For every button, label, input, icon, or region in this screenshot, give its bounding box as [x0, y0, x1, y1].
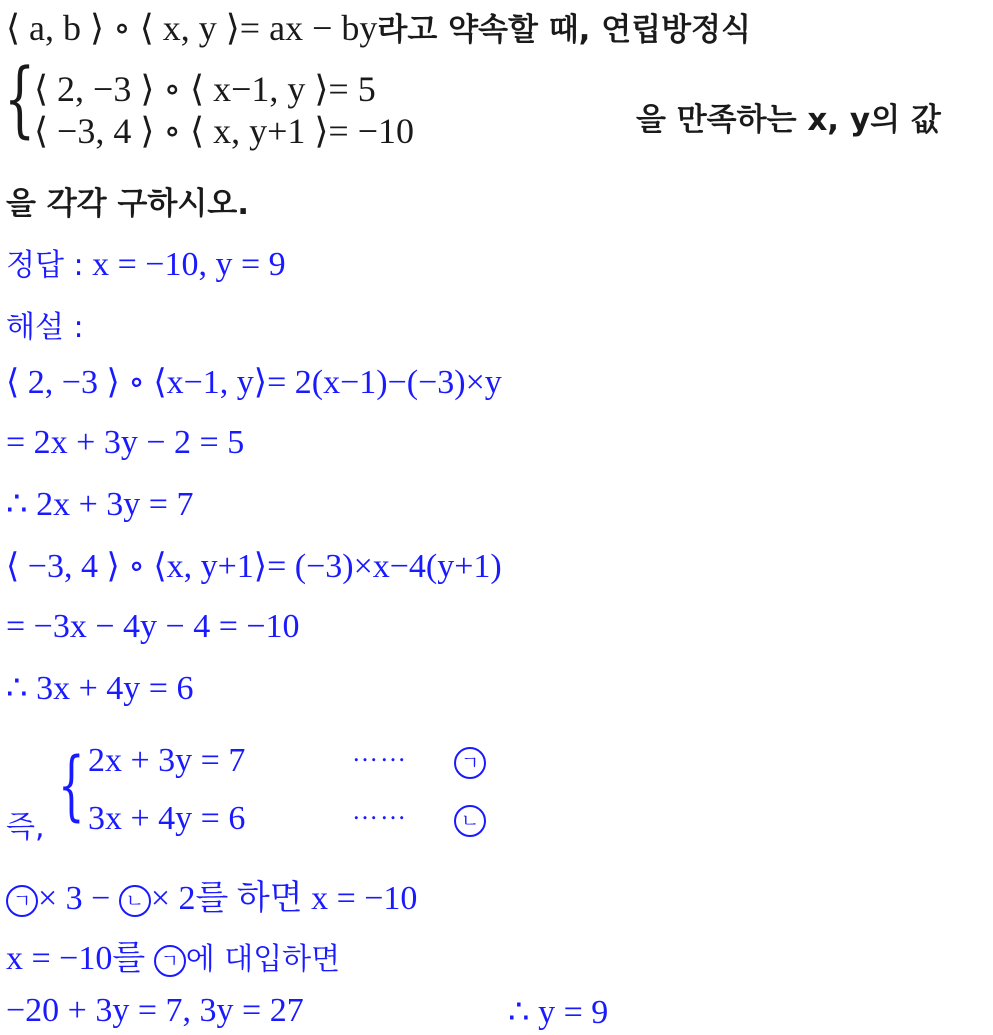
solution-line-4: ⟨ −3, 4 ⟩ ∘ ⟨x, y+1⟩= (−3)×x−4(y+1): [6, 548, 502, 585]
solution-system-dots-2: ……: [352, 796, 408, 825]
circled-nieun-ref: ㄴ: [119, 885, 151, 917]
solution-line-9: −20 + 3y = 7, 3y = 27: [6, 992, 304, 1029]
solution-line-1: ⟨ 2, −3 ⟩ ∘ ⟨x−1, y⟩= 2(x−1)−(−3)×y: [6, 364, 502, 401]
l7-part-d: × 2를 하면 x = −10: [150, 880, 418, 917]
system-prefix: 즉,: [6, 810, 45, 845]
solution-line-8: [6, 930, 340, 979]
solution-line-6: ∴ 3x + 4y = 6: [6, 670, 194, 707]
l8-part-c: 에 대입하면: [185, 942, 341, 977]
solution-system-eq1: 2x + 3y = 7: [88, 742, 246, 779]
solution-line-3: ∴ 2x + 3y = 7: [6, 486, 194, 523]
mark-circle-giyeok: [454, 742, 486, 780]
solution-line-5: = −3x − 4y − 4 = −10: [6, 608, 300, 645]
circled-giyeok-label: ㄱ: [454, 747, 486, 779]
definition-math: ⟨ a, b ⟩ ∘ ⟨ x, y ⟩= ax − by: [6, 8, 378, 48]
l7-part-b: × 3 −: [38, 880, 111, 917]
answer-label: 정답 :: [6, 248, 84, 283]
solution-label: 해설 :: [6, 310, 84, 345]
definition-text: 라고 약속할 때, 연립방정식: [377, 12, 751, 48]
solution-line-7: [6, 870, 417, 919]
circled-giyeok-ref-2: ㄱ: [154, 945, 186, 977]
answer-line: [6, 240, 286, 284]
circled-nieun-label: ㄴ: [454, 805, 486, 837]
system-tail: [636, 94, 941, 139]
mark-circle-nieun: [454, 800, 486, 838]
system-equation-1: ⟨ 2, −3 ⟩ ∘ ⟨ x−1, y ⟩= 5: [34, 69, 376, 109]
l8-part-a: x = −10를: [6, 940, 146, 977]
solution-result: ∴ y = 9: [508, 994, 609, 1031]
system-brace: {: [4, 52, 36, 147]
solution-line-2: = 2x + 3y − 2 = 5: [6, 424, 245, 461]
solution-system-eq2: 3x + 4y = 6: [88, 800, 246, 837]
answer-value: x = −10, y = 9: [92, 246, 286, 283]
circled-giyeok-ref: ㄱ: [6, 885, 38, 917]
problem-definition-line: [6, 4, 751, 49]
problem-last-line: 을 각각 구하시오.: [6, 186, 249, 222]
system-equation-2: ⟨ −3, 4 ⟩ ∘ ⟨ x, y+1 ⟩= −10: [34, 111, 415, 151]
solution-system-brace: {: [58, 740, 85, 829]
system-tail-text: 을 만족하는 x, y의 값: [636, 102, 941, 138]
solution-system-dots-1: ……: [352, 738, 408, 767]
